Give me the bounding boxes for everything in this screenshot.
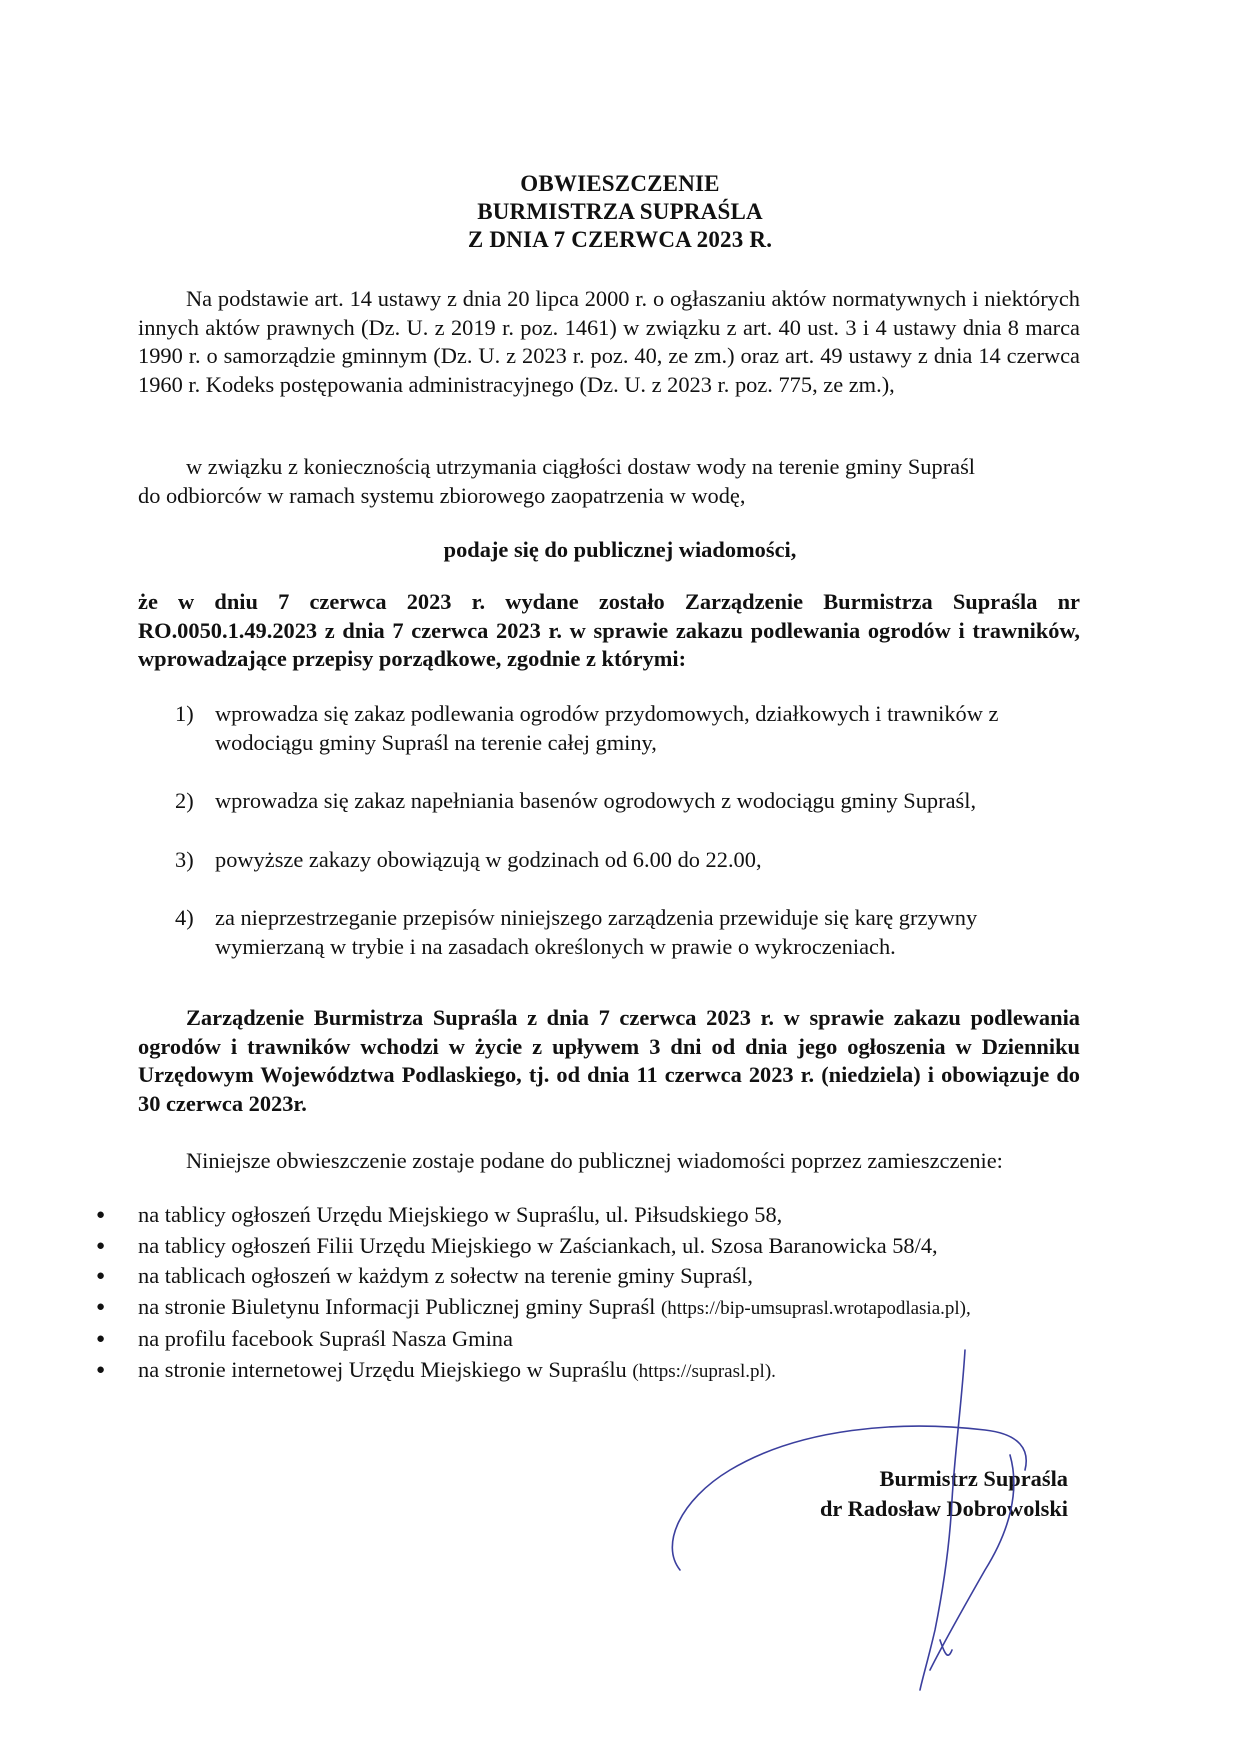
list-item	[96, 1200, 1096, 1231]
list-item-number: 4)	[175, 905, 194, 930]
list-item	[96, 1324, 1096, 1355]
list-item	[96, 1231, 1096, 1262]
list-item-text: za nieprzestrzeganie przepisów niniejszego zarządzenia przewiduje się karę grzywny wymierzaną w trybie i na zasadach określonych w prawie o wykroczeniach.	[215, 905, 978, 959]
context-line-1: w związku z koniecznością utrzymania ciągłości dostaw wody na terenie gminy Supraśl	[186, 454, 976, 479]
bullet-icon: ●	[96, 1207, 106, 1223]
context-paragraph	[138, 453, 1080, 510]
publication-paragraph: Niniejsze obwieszczenie zostaje podane do publicznej wiadomości poprzez zamieszczenie:	[186, 1148, 1003, 1173]
signatory-role: Burmistrz Supraśla	[879, 1466, 1068, 1491]
publication-places-list	[96, 1200, 1096, 1387]
list-item	[175, 904, 1080, 961]
bullet-text: na profilu facebook Supraśl Nasza Gmina	[138, 1326, 513, 1351]
title-line-3: Z DNIA 7 CZERWCA 2023 R.	[467, 227, 773, 252]
list-item	[175, 846, 1080, 875]
public-notice-heading: podaje się do publicznej wiadomości,	[443, 537, 797, 562]
list-item-number: 3)	[175, 846, 194, 872]
title-line-1: OBWIESZCZENIE	[520, 171, 720, 196]
bullet-icon: ●	[96, 1237, 106, 1254]
bullet-icon: ●	[96, 1298, 106, 1315]
list-item	[96, 1292, 1096, 1325]
list-item-number: 2)	[175, 788, 194, 813]
ordinance-paragraph: że w dniu 7 czerwca 2023 r. wydane zostało Zarządzenie Burmistrza Supraśla nr RO.0050.1.49.2023 z dnia 7 czerwca 2023 r. w sprawie zakazu podlewania ogrodów i trawników, wprowadzające przepisy porządkowe, zgodnie z którymi:	[138, 589, 1080, 671]
list-item	[96, 1261, 1096, 1292]
bullet-text: na stronie Biuletynu Informacji Publicznej gminy Supraśl	[138, 1293, 661, 1319]
bip-url: (https://bip-umsuprasl.wrotapodlasia.pl),	[660, 1297, 971, 1319]
bullet-icon: ●	[96, 1268, 106, 1284]
signatory-name: dr Radosław Dobrowolski	[819, 1496, 1068, 1521]
restrictions-list	[175, 700, 1080, 991]
bullet-icon: ●	[96, 1331, 106, 1347]
website-url: (https://suprasl.pl).	[632, 1360, 776, 1382]
effective-date-paragraph: Zarządzenie Burmistrza Supraśla z dnia 7 czerwca 2023 r. w sprawie zakazu podlewania ogrodów i trawników wchodzi w życie z upływem 3 dni od dnia jego ogłoszenia w Dzienniku Urzędowym Województwa Podlaskiego, tj. od dnia 11 czerwca 2023 r. (niedziela) i obowiązuje do 30 czerwca 2023r.	[138, 1005, 1080, 1116]
list-item-text: wprowadza się zakaz podlewania ogrodów przydomowych, działkowych i trawników z wodociągu gminy Supraśl na terenie całej gminy,	[215, 701, 999, 755]
title-line-2: BURMISTRZA SUPRAŚLA	[477, 199, 763, 224]
bullet-text: na tablicy ogłoszeń Filii Urzędu Miejskiego w Zaściankach, ul. Szosa Baranowicka 58/4,	[138, 1232, 938, 1258]
list-item	[175, 787, 1080, 816]
context-line-2: do odbiorców w ramach systemu zbiorowego zaopatrzenia w wodę,	[138, 482, 746, 508]
list-item	[175, 700, 1080, 757]
document-title	[0, 170, 1240, 254]
bullet-icon: ●	[96, 1361, 106, 1378]
list-item-text: powyższe zakazy obowiązują w godzinach od 6.00 do 22.00,	[215, 846, 762, 872]
bullet-text: na stronie internetowej Urzędu Miejskiego w Supraślu	[138, 1356, 633, 1382]
list-item	[96, 1355, 1096, 1388]
list-item-text: wprowadza się zakaz napełniania basenów ogrodowych z wodociągu gminy Supraśl,	[215, 788, 977, 813]
signature-block	[820, 1464, 1068, 1524]
legal-basis-paragraph: Na podstawie art. 14 ustawy z dnia 20 lipca 2000 r. o ogłaszaniu aktów normatywnych i niektórych innych aktów prawnych (Dz. U. z 2019 r. poz. 1461) w związku z art. 40 ust. 3 i 4 ustawy dnia 8 marca 1990 r. o samorządzie gminnym (Dz. U. z 2023 r. poz. 40, ze zm.) oraz art. 49 ustawy z dnia 14 czerwca 1960 r. Kodeks postępowania administracyjnego (Dz. U. z 2023 r. poz. 775, ze zm.),	[138, 286, 1080, 397]
bullet-text: na tablicach ogłoszeń w każdym z sołectw na terenie gminy Supraśl,	[138, 1263, 753, 1288]
list-item-number: 1)	[175, 701, 194, 726]
bullet-text: na tablicy ogłoszeń Urzędu Miejskiego w Supraślu, ul. Piłsudskiego 58,	[138, 1202, 783, 1227]
